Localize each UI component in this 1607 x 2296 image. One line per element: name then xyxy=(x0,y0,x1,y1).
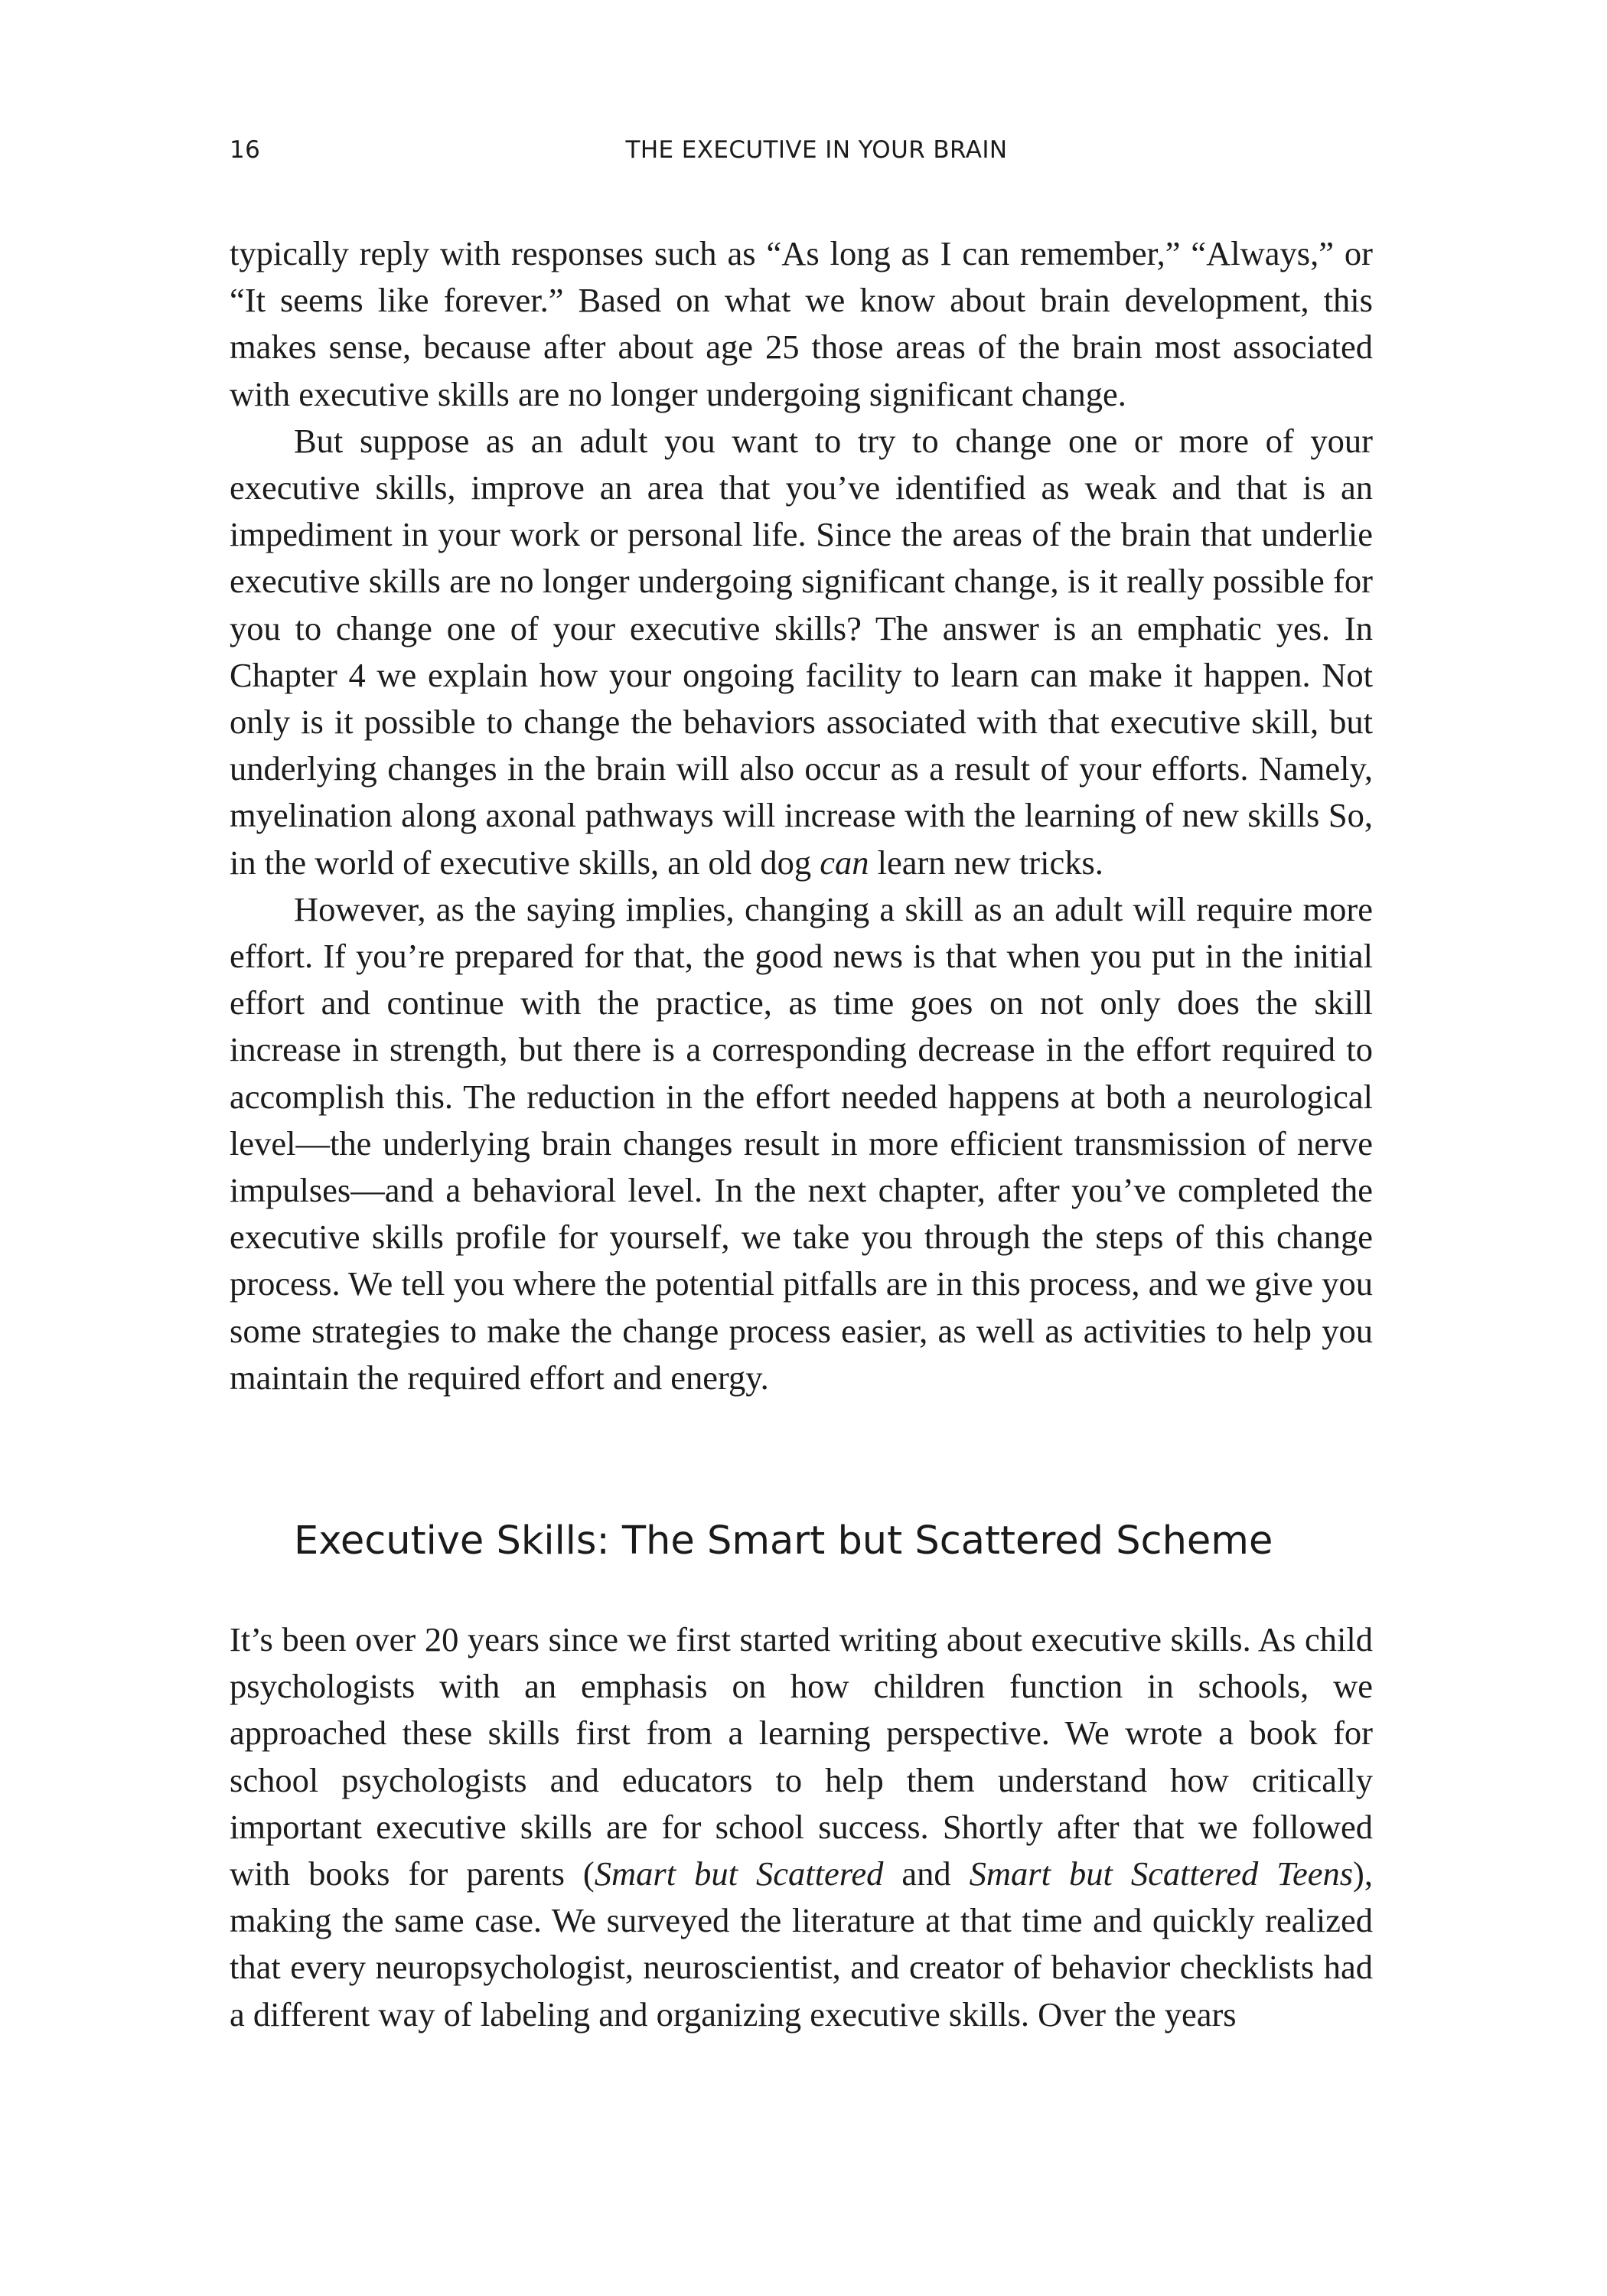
paragraph-section-intro xyxy=(230,1616,1373,2038)
paragraph-text: typically reply with responses such as “As long as I can remember,” “Always,” or “It seems like forever.” Based on what we know about brain development, this makes sense, because after about age 25 those areas of the brain most associated with executive skills are no longer undergoing significant change. xyxy=(230,234,1373,413)
running-header xyxy=(230,136,1373,173)
paragraph-effort xyxy=(230,886,1373,1401)
paragraph-text: However, as the saying implies, changing a skill as an adult will require more effort. If you’re prepared for that, the good news is that when you put in the initial effort and continue with the practice, as time goes on not only does the skill increase in strength, but there is a corresponding decrease in the effort required to accomplish this. The reduction in the effort needed happens at both a neurological level—the underlying brain changes result in more efficient transmission of nerve impulses—and a behavioral level. In the next chapter, after you’ve completed the executive skills profile for yourself, we take you through the steps of this change process. We tell you where the potential pitfalls are in this process, and we give you some strategies to make the change process easier, as well as activities to help you maintain the required effort and energy. xyxy=(230,889,1373,1397)
paragraph-continued xyxy=(230,230,1373,418)
emphasized-word: can xyxy=(820,843,869,882)
paragraph-change-skills xyxy=(230,418,1373,886)
body-text-top xyxy=(230,230,1373,1401)
paragraph-text: But suppose as an adult you want to try to change one or more of your executive skills, improve an area that you’ve identified as weak and that is an impediment in your work or personal life. Since the areas of the brain that underlie executive skills are no longer undergoing significant change, is it really possible for you to change one of your executive skills? The answer is an emphatic yes. In Chapter 4 we explain how your ongoing facility to learn can make it happen. Not only is it possible to change the behaviors associated with that executive skill, but underlying changes in the brain will also occur as a result of your efforts. Namely, myelination along axonal pathways will increase with the learning of new skills So, in the world of executive skills, an old dog xyxy=(230,421,1373,882)
book-title-smart-but-scattered-teens: Smart but Scattered Teens xyxy=(969,1854,1354,1893)
page-number: 16 xyxy=(230,136,261,164)
paragraph-text-end: ), making the same case. We surveyed the literature at that time and quickly realized that every neuropsychologist, neuroscientist, and creator of behavior checklists had a different way of labeling and organizing executive skills. Over the years xyxy=(230,1854,1373,2033)
body-text-section xyxy=(230,1616,1373,2038)
paragraph-text-joiner: and xyxy=(883,1854,970,1893)
section-heading: Executive Skills: The Smart but Scattered Scheme xyxy=(294,1518,1273,1564)
book-title-smart-but-scattered: Smart but Scattered xyxy=(594,1854,884,1893)
paragraph-text-end: learn new tricks. xyxy=(869,843,1103,882)
running-title: THE EXECUTIVE IN YOUR BRAIN xyxy=(625,136,1008,164)
paragraph-text: It’s been over 20 years since we first started writing about executive skills. As child psychologists with an emphasis on how children function in schools, we approached these skills first from a learning perspective. We wrote a book for school psychologists and educators to help them understand how critically important executive skills are for school success. Shortly after that we followed with books for parents ( xyxy=(230,1620,1373,1893)
